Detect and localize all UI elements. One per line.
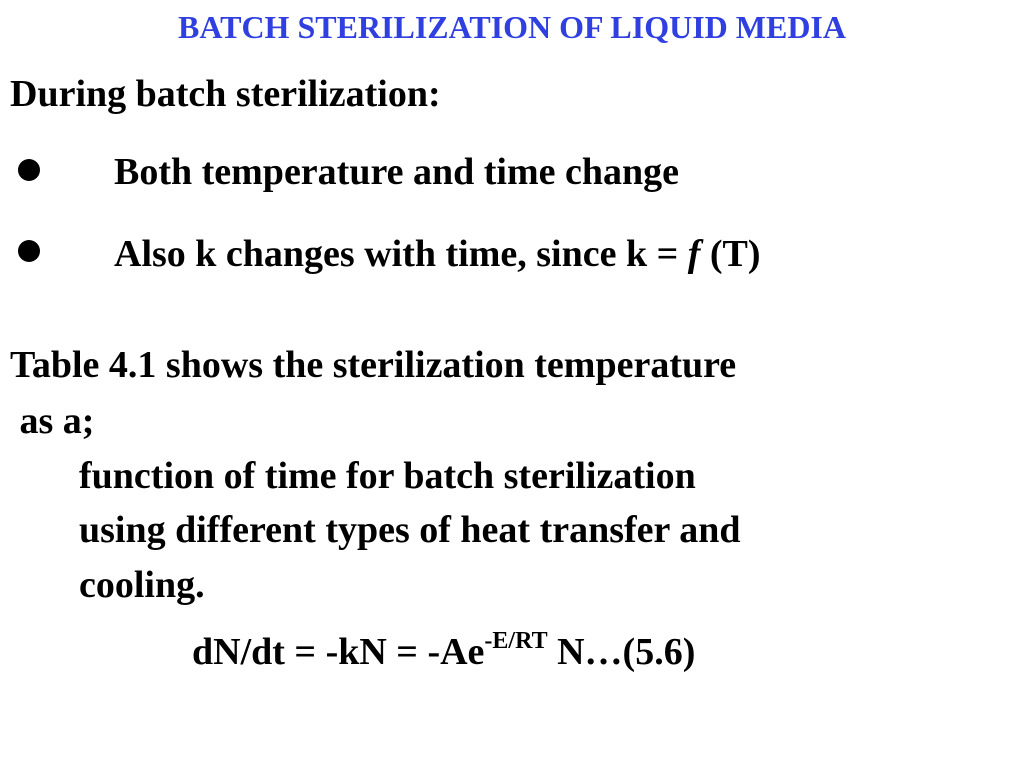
bullet-icon	[18, 240, 40, 262]
equation-exponent: -E/RT	[484, 628, 548, 654]
equation-main: dN/dt = -kN = -Ae	[192, 631, 485, 673]
paragraph-line-2: as a;	[10, 400, 95, 442]
bullet-item-2	[114, 234, 761, 276]
paragraph-line-3: function of time for batch sterilization	[79, 455, 696, 497]
equation-tail: N…(5.6)	[547, 631, 696, 673]
bullet-icon	[18, 159, 40, 181]
paragraph-line-4: using different types of heat transfer and	[79, 509, 741, 551]
slide-title: BATCH STERILIZATION OF LIQUID MEDIA	[178, 9, 846, 45]
intro-heading: During batch sterilization:	[10, 73, 441, 115]
bullet-item-2-italic: f	[687, 233, 701, 275]
bullet-item-1: Both temperature and time change	[114, 151, 680, 193]
paragraph-line-1: Table 4.1 shows the sterilization temperature	[10, 344, 737, 386]
equation-5-6	[192, 628, 696, 674]
bullet-item-2-text-after: (T)	[700, 233, 761, 275]
paragraph-line-5: cooling.	[79, 564, 205, 606]
bullet-item-2-text-before: Also k changes with time, since k =	[114, 233, 688, 275]
